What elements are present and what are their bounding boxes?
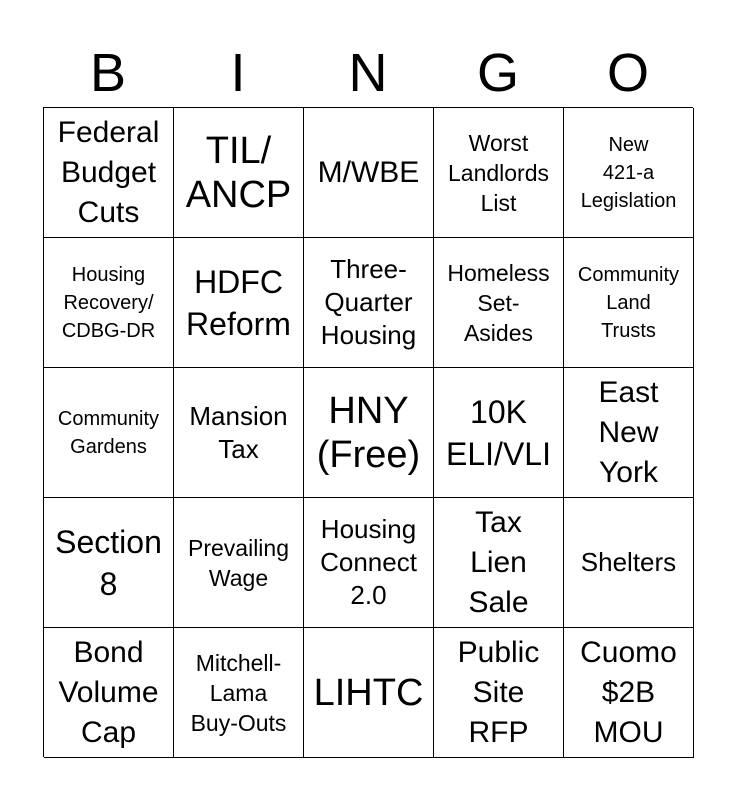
bingo-cell[interactable]: [304, 368, 434, 498]
bingo-cell[interactable]: [434, 368, 564, 498]
header-letter-o: O: [606, 43, 649, 103]
cell-text: Housing Connect 2.0: [320, 514, 417, 610]
cell-text: HNY (Free): [316, 389, 421, 476]
cell-text: Three- Quarter Housing: [320, 254, 417, 350]
bingo-cell[interactable]: [44, 238, 174, 368]
bingo-cell[interactable]: [304, 498, 434, 628]
cell-text: Community Gardens: [57, 407, 160, 458]
cell-text: Section 8: [55, 523, 162, 602]
bingo-cell[interactable]: [174, 108, 304, 238]
bingo-cell[interactable]: [174, 368, 304, 498]
cell-text: HDFC Reform: [186, 263, 291, 342]
cell-text: Community Land Trusts: [577, 263, 680, 342]
cell-text: Worst Landlords List: [447, 129, 550, 216]
bingo-cell[interactable]: [434, 628, 564, 758]
cell-text: Public Site RFP: [457, 635, 540, 749]
bingo-cell[interactable]: [564, 498, 694, 628]
bingo-cell[interactable]: [44, 628, 174, 758]
cell-text: Prevailing Wage: [188, 534, 289, 591]
bingo-cell[interactable]: [564, 238, 694, 368]
cell-text: Cuomo $2B MOU: [580, 635, 677, 749]
cell-text: Mitchell- Lama Buy-Outs: [190, 649, 287, 736]
bingo-cell[interactable]: [174, 498, 304, 628]
bingo-cell[interactable]: [304, 238, 434, 368]
cell-text: LIHTC: [313, 671, 424, 714]
bingo-grid: [43, 107, 693, 757]
cell-text: Mansion Tax: [189, 400, 288, 464]
bingo-cell[interactable]: [304, 628, 434, 758]
bingo-cell[interactable]: [564, 108, 694, 238]
cell-text: Bond Volume Cap: [58, 635, 159, 749]
cell-text: M/WBE: [317, 155, 420, 189]
header-letter-n: N: [348, 43, 388, 103]
bingo-cell[interactable]: [434, 498, 564, 628]
cell-text: East New York: [598, 375, 659, 489]
bingo-cell[interactable]: [174, 238, 304, 368]
bingo-cell[interactable]: [564, 628, 694, 758]
bingo-cell[interactable]: [44, 368, 174, 498]
header-letter-b: B: [89, 43, 127, 103]
bingo-cell[interactable]: [434, 238, 564, 368]
cell-text: Homeless Set- Asides: [447, 259, 550, 346]
header-letter-g: G: [476, 43, 519, 103]
bingo-cell[interactable]: [44, 108, 174, 238]
bingo-cell[interactable]: [174, 628, 304, 758]
bingo-header: [43, 40, 693, 106]
bingo-cell[interactable]: [44, 498, 174, 628]
header-letter-i: I: [230, 43, 246, 103]
cell-text: Shelters: [580, 547, 677, 577]
cell-text: 10K ELI/VLI: [446, 393, 551, 472]
bingo-cell[interactable]: [564, 368, 694, 498]
bingo-cell[interactable]: [434, 108, 564, 238]
cell-text: Housing Recovery/ CDBG-DR: [61, 263, 156, 342]
cell-text: New 421-a Legislation: [580, 133, 677, 212]
cell-text: TIL/ ANCP: [185, 129, 292, 216]
cell-text: Tax Lien Sale: [468, 505, 529, 619]
bingo-cell[interactable]: [304, 108, 434, 238]
cell-text: Federal Budget Cuts: [57, 115, 160, 229]
